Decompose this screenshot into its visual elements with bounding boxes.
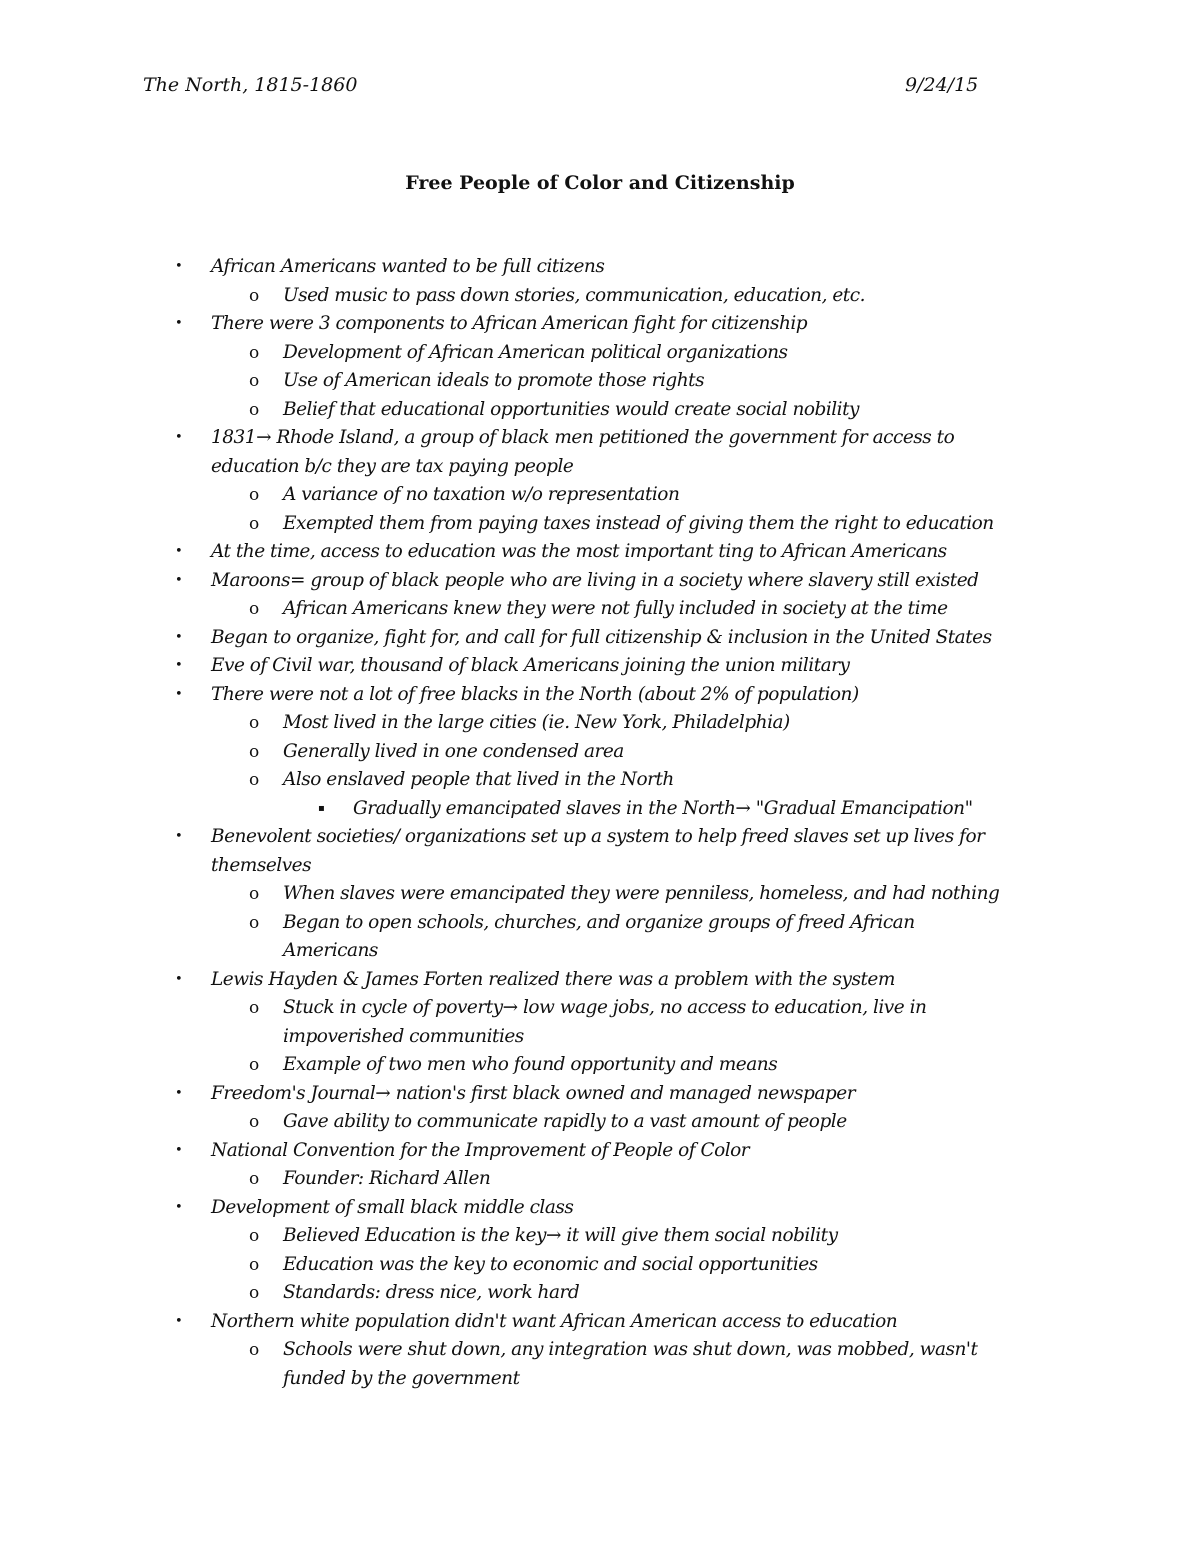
- note-text: Used music to pass down stories, communication, education, etc.: [283, 284, 865, 306]
- bullet-marker: o: [249, 998, 259, 1018]
- note-item-level-1: [0, 538, 1200, 567]
- bullet-marker: o: [249, 599, 259, 619]
- note-text: Maroons= group of black people who are living in a society where slavery still existed: [211, 569, 979, 591]
- note-text: Standards: dress nice, work hard: [283, 1282, 580, 1303]
- note-item-level-1: [0, 681, 1200, 710]
- note-text: National Convention for the Improvement of People of Color: [211, 1139, 750, 1161]
- note-item-level-1: [0, 652, 1200, 681]
- bullet-marker: •: [175, 316, 183, 331]
- note-item-level-1: [0, 1308, 1200, 1337]
- bullet-marker: •: [175, 829, 183, 844]
- note-item-level-3: [0, 795, 1200, 824]
- bullet-marker: o: [249, 399, 259, 420]
- note-item-level-2: [0, 1051, 1200, 1080]
- note-text-continued: education b/c they are tax paying people: [211, 455, 574, 477]
- bullet-marker: o: [249, 371, 259, 391]
- note-text: Northern white population didn't want African American access to education: [211, 1310, 898, 1332]
- note-item-level-2: [0, 510, 1200, 539]
- bullet-marker: o: [249, 485, 259, 505]
- note-text: Believed Education is the key→ it will give them social nobility: [283, 1225, 838, 1246]
- note-text: Lewis Hayden & James Forten realized there was a problem with the system: [211, 968, 895, 990]
- bullet-marker: o: [249, 513, 259, 534]
- note-item-level-1: [0, 424, 1200, 481]
- bullet-marker: o: [249, 713, 259, 733]
- note-text: Benevolent societies/ organizations set up a system to help freed slaves set up lives for: [211, 826, 985, 847]
- bullet-marker: o: [249, 770, 259, 790]
- note-text: African Americans knew they were not fully included in society at the time: [283, 598, 948, 619]
- note-text: Use of American ideals to promote those rights: [283, 370, 705, 391]
- note-item-level-2: [0, 1222, 1200, 1251]
- bullet-marker: ▪: [318, 802, 325, 814]
- note-item-level-1: [0, 253, 1200, 282]
- note-text: Schools were shut down, any integration was shut down, was mobbed, wasn't: [283, 1339, 978, 1360]
- bullet-marker: •: [175, 572, 183, 588]
- note-item-level-2: [0, 880, 1200, 909]
- note-item-level-2: [0, 339, 1200, 368]
- bullet-marker: •: [175, 971, 183, 987]
- note-text: There were 3 components to African American fight for citizenship: [211, 313, 808, 334]
- note-text-continued: Americans: [283, 940, 378, 961]
- header-date: 9/24/15: [905, 74, 979, 96]
- note-item-level-1: [0, 823, 1200, 880]
- bullet-marker: •: [175, 686, 183, 702]
- note-item-level-2: [0, 481, 1200, 510]
- note-text: When slaves were emancipated they were penniless, homeless, and had nothing: [283, 883, 1000, 904]
- note-item-level-1: [0, 1137, 1200, 1166]
- bullet-marker: o: [249, 342, 259, 363]
- note-text: Freedom's Journal→ nation's first black owned and managed newspaper: [211, 1082, 856, 1104]
- note-item-level-1: [0, 1194, 1200, 1223]
- note-text: There were not a lot of free blacks in the North (about 2% of population): [211, 683, 859, 705]
- note-text: Development of African American political organizations: [283, 341, 788, 363]
- note-text: Belief that educational opportunities would create social nobility: [283, 398, 859, 420]
- note-text: Eve of Civil war, thousand of black Americans joining the union military: [211, 655, 850, 676]
- bullet-marker: •: [175, 658, 183, 673]
- note-text-continued: themselves: [211, 854, 312, 876]
- note-item-level-2: [0, 595, 1200, 624]
- bullet-marker: •: [175, 629, 183, 645]
- bullet-marker: o: [249, 912, 259, 933]
- note-text: Began to open schools, churches, and organize groups of freed African: [283, 911, 915, 933]
- note-item-level-2: [0, 909, 1200, 966]
- bullet-marker: o: [249, 1169, 259, 1189]
- bullet-marker: o: [249, 1226, 259, 1246]
- note-item-level-2: [0, 1336, 1200, 1393]
- note-item-level-1: [0, 1080, 1200, 1109]
- bullet-marker: o: [249, 1112, 259, 1132]
- note-text: Most lived in the large cities (ie. New York, Philadelphia): [283, 712, 790, 733]
- note-text: Stuck in cycle of poverty→ low wage jobs, no access to education, live in: [283, 997, 927, 1018]
- note-text: Also enslaved people that lived in the North: [283, 769, 674, 790]
- bullet-marker: o: [249, 285, 259, 306]
- bullet-marker: •: [175, 430, 183, 445]
- note-text: Education was the key to economic and social opportunities: [283, 1253, 818, 1275]
- note-item-level-2: [0, 1108, 1200, 1137]
- note-text: Exempted them from paying taxes instead of giving them the right to education: [283, 512, 994, 534]
- bullet-marker: o: [249, 741, 259, 762]
- document-title: Free People of Color and Citizenship: [405, 172, 795, 194]
- note-text-continued: funded by the government: [283, 1367, 520, 1389]
- note-item-level-2: [0, 282, 1200, 311]
- note-text: Began to organize, fight for, and call for full citizenship & inclusion in the United States: [211, 626, 992, 648]
- note-item-level-1: [0, 966, 1200, 995]
- note-item-level-2: [0, 738, 1200, 767]
- note-item-level-2: [0, 1251, 1200, 1280]
- note-item-level-2: [0, 396, 1200, 425]
- bullet-marker: •: [175, 259, 183, 274]
- note-text: 1831→ Rhode Island, a group of black men petitioned the government for access to: [211, 427, 955, 448]
- note-text: Generally lived in one condensed area: [283, 740, 624, 762]
- bullet-marker: •: [175, 1142, 183, 1158]
- note-text: African Americans wanted to be full citizens: [211, 256, 605, 277]
- note-item-level-2: [0, 367, 1200, 396]
- bullet-marker: o: [249, 1340, 259, 1360]
- note-item-level-2: [0, 994, 1200, 1051]
- note-item-level-1: [0, 624, 1200, 653]
- note-text: Gave ability to communicate rapidly to a vast amount of people: [283, 1111, 847, 1132]
- bullet-marker: •: [175, 1313, 183, 1329]
- note-item-level-2: [0, 1279, 1200, 1308]
- note-item-level-1: [0, 310, 1200, 339]
- note-item-level-2: [0, 1165, 1200, 1194]
- note-item-level-2: [0, 766, 1200, 795]
- bullet-marker: •: [175, 544, 183, 559]
- bullet-marker: o: [249, 1055, 259, 1075]
- notes-list: [0, 253, 1200, 1393]
- note-text-continued: impoverished communities: [283, 1025, 524, 1047]
- note-item-level-2: [0, 709, 1200, 738]
- bullet-marker: •: [175, 1199, 183, 1215]
- note-text: Example of two men who found opportunity and means: [283, 1054, 778, 1075]
- note-text: Founder: Richard Allen: [283, 1168, 491, 1189]
- note-text: Gradually emancipated slaves in the North→ "Gradual Emancipation": [353, 797, 973, 819]
- bullet-marker: o: [249, 1283, 259, 1303]
- header-course: The North, 1815-1860: [143, 74, 358, 96]
- bullet-marker: o: [249, 1254, 259, 1275]
- note-text: Development of small black middle class: [211, 1196, 574, 1218]
- bullet-marker: o: [249, 884, 259, 904]
- bullet-marker: •: [175, 1085, 183, 1101]
- note-text: A variance of no taxation w/o representation: [283, 484, 680, 505]
- note-item-level-1: [0, 567, 1200, 596]
- note-text: At the time, access to education was the most important ting to African Americans: [211, 541, 947, 562]
